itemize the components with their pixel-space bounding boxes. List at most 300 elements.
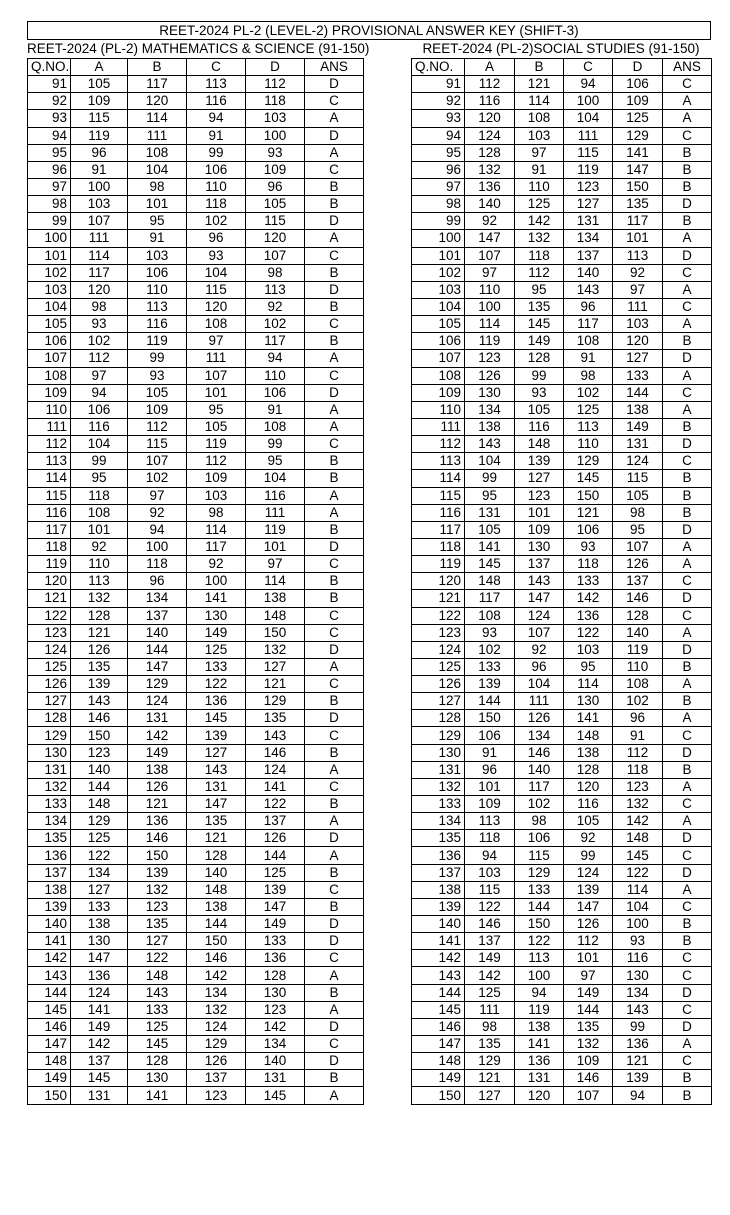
cell-qno: 150: [28, 1087, 71, 1104]
cell-qno: 135: [412, 830, 465, 847]
column-header-a: A: [465, 59, 515, 76]
table-row: [28, 144, 364, 161]
cell-b: 113: [128, 298, 187, 315]
cell-ans: D: [305, 213, 364, 230]
cell-d: 106: [613, 76, 663, 93]
cell-b: 117: [515, 778, 564, 795]
cell-qno: 98: [412, 196, 465, 213]
cell-c: 103: [564, 641, 613, 658]
cell-b: 138: [128, 761, 187, 778]
cell-b: 120: [128, 93, 187, 110]
cell-c: 97: [187, 333, 246, 350]
cell-ans: C: [305, 1036, 364, 1053]
cell-b: 117: [128, 76, 187, 93]
cell-a: 100: [71, 178, 128, 195]
cell-c: 114: [187, 521, 246, 538]
table-row: [28, 830, 364, 847]
cell-ans: A: [305, 487, 364, 504]
cell-qno: 130: [28, 744, 71, 761]
cell-d: 131: [613, 436, 663, 453]
column-header-qno: Q.NO.: [412, 59, 465, 76]
cell-a: 130: [465, 384, 515, 401]
cell-ans: C: [663, 796, 712, 813]
table-row: [412, 178, 712, 195]
cell-ans: B: [663, 333, 712, 350]
cell-d: 124: [246, 761, 305, 778]
table-row: [412, 607, 712, 624]
table-row: [28, 281, 364, 298]
cell-c: 115: [564, 144, 613, 161]
table-row: [412, 624, 712, 641]
cell-qno: 105: [28, 316, 71, 333]
cell-b: 141: [128, 1087, 187, 1104]
cell-a: 145: [465, 556, 515, 573]
cell-d: 117: [613, 213, 663, 230]
cell-a: 91: [465, 744, 515, 761]
cell-d: 124: [613, 453, 663, 470]
cell-b: 102: [128, 470, 187, 487]
cell-c: 118: [187, 196, 246, 213]
cell-b: 107: [128, 453, 187, 470]
cell-b: 142: [515, 213, 564, 230]
table-row: [28, 161, 364, 178]
cell-c: 134: [187, 984, 246, 1001]
cell-a: 110: [71, 556, 128, 573]
cell-a: 125: [465, 984, 515, 1001]
cell-qno: 121: [412, 590, 465, 607]
cell-a: 128: [71, 607, 128, 624]
cell-a: 116: [71, 418, 128, 435]
column-header-d: D: [613, 59, 663, 76]
table-row: [412, 573, 712, 590]
cell-ans: B: [663, 178, 712, 195]
cell-c: 135: [187, 813, 246, 830]
cell-b: 144: [515, 898, 564, 915]
cell-d: 140: [246, 1053, 305, 1070]
cell-ans: C: [663, 950, 712, 967]
table-row: [412, 847, 712, 864]
cell-c: 101: [187, 384, 246, 401]
table-row: [412, 881, 712, 898]
cell-qno: 109: [28, 384, 71, 401]
cell-qno: 132: [28, 778, 71, 795]
cell-a: 137: [465, 933, 515, 950]
table-row: [412, 950, 712, 967]
table-row: [412, 230, 712, 247]
cell-c: 111: [564, 127, 613, 144]
cell-ans: A: [663, 93, 712, 110]
cell-qno: 114: [412, 470, 465, 487]
cell-d: 104: [246, 470, 305, 487]
cell-b: 120: [515, 1087, 564, 1104]
cell-c: 106: [564, 521, 613, 538]
cell-d: 127: [246, 658, 305, 675]
cell-ans: A: [305, 144, 364, 161]
cell-b: 100: [515, 967, 564, 984]
cell-b: 126: [515, 710, 564, 727]
cell-a: 99: [71, 453, 128, 470]
cell-a: 119: [71, 127, 128, 144]
table-row: [28, 538, 364, 555]
cell-d: 96: [613, 710, 663, 727]
cell-b: 128: [515, 350, 564, 367]
cell-a: 133: [71, 898, 128, 915]
cell-d: 126: [246, 830, 305, 847]
table-row: [28, 110, 364, 127]
cell-d: 92: [613, 264, 663, 281]
cell-b: 130: [128, 1070, 187, 1087]
cell-d: 112: [613, 744, 663, 761]
cell-ans: A: [305, 401, 364, 418]
cell-c: 97: [564, 967, 613, 984]
table-row: [28, 744, 364, 761]
cell-ans: B: [305, 898, 364, 915]
cell-b: 133: [515, 881, 564, 898]
cell-qno: 145: [28, 1001, 71, 1018]
cell-c: 129: [187, 1036, 246, 1053]
cell-b: 101: [515, 504, 564, 521]
cell-b: 131: [515, 1070, 564, 1087]
cell-a: 102: [465, 641, 515, 658]
cell-qno: 99: [412, 213, 465, 230]
table-row: [28, 641, 364, 658]
table-row: [412, 401, 712, 418]
cell-b: 115: [515, 847, 564, 864]
cell-ans: A: [663, 813, 712, 830]
cell-ans: B: [305, 521, 364, 538]
table-row: [28, 778, 364, 795]
column-header-c: C: [187, 59, 246, 76]
table-row: [28, 1018, 364, 1035]
table-row: [412, 453, 712, 470]
table-row: [412, 521, 712, 538]
cell-c: 145: [564, 470, 613, 487]
cell-d: 147: [246, 898, 305, 915]
cell-d: 105: [246, 196, 305, 213]
cell-qno: 134: [412, 813, 465, 830]
cell-a: 99: [465, 470, 515, 487]
cell-ans: C: [305, 950, 364, 967]
table-row: [28, 1001, 364, 1018]
cell-ans: A: [663, 538, 712, 555]
table-row: [28, 590, 364, 607]
cell-qno: 148: [28, 1053, 71, 1070]
cell-qno: 93: [28, 110, 71, 127]
table-row: [412, 984, 712, 1001]
cell-b: 111: [128, 127, 187, 144]
cell-c: 132: [187, 1001, 246, 1018]
table-row: [28, 727, 364, 744]
cell-ans: C: [305, 607, 364, 624]
cell-qno: 110: [412, 401, 465, 418]
cell-a: 149: [465, 950, 515, 967]
cell-c: 134: [564, 230, 613, 247]
cell-a: 149: [71, 1018, 128, 1035]
table-row: [412, 367, 712, 384]
cell-d: 123: [613, 778, 663, 795]
cell-ans: D: [305, 933, 364, 950]
cell-ans: A: [305, 350, 364, 367]
table-row: [412, 916, 712, 933]
cell-c: 143: [564, 281, 613, 298]
cell-d: 150: [613, 178, 663, 195]
page-title: REET-2024 PL-2 (LEVEL-2) PROVISIONAL ANSWER KEY (SHIFT-3): [27, 21, 711, 40]
cell-a: 148: [71, 796, 128, 813]
table-row: [412, 333, 712, 350]
cell-d: 144: [246, 847, 305, 864]
table-row: [28, 847, 364, 864]
cell-qno: 97: [412, 178, 465, 195]
table-row: [28, 1036, 364, 1053]
cell-b: 99: [515, 367, 564, 384]
cell-d: 102: [246, 316, 305, 333]
cell-b: 110: [515, 178, 564, 195]
table-row: [28, 316, 364, 333]
cell-d: 98: [613, 504, 663, 521]
cell-c: 133: [187, 658, 246, 675]
cell-b: 138: [515, 1018, 564, 1035]
cell-b: 149: [515, 333, 564, 350]
cell-d: 137: [613, 573, 663, 590]
cell-qno: 100: [28, 230, 71, 247]
table-row: [412, 504, 712, 521]
cell-a: 125: [71, 830, 128, 847]
cell-d: 97: [246, 556, 305, 573]
cell-d: 147: [613, 161, 663, 178]
cell-a: 150: [71, 727, 128, 744]
cell-a: 144: [465, 693, 515, 710]
cell-c: 119: [564, 161, 613, 178]
cell-c: 123: [564, 178, 613, 195]
cell-a: 116: [465, 93, 515, 110]
cell-a: 102: [71, 333, 128, 350]
cell-a: 104: [71, 436, 128, 453]
table-row: [28, 1053, 364, 1070]
cell-qno: 120: [412, 573, 465, 590]
cell-c: 136: [564, 607, 613, 624]
cell-b: 121: [128, 796, 187, 813]
cell-a: 145: [71, 1070, 128, 1087]
cell-qno: 91: [412, 76, 465, 93]
cell-d: 100: [613, 916, 663, 933]
cell-b: 137: [128, 607, 187, 624]
cell-b: 108: [515, 110, 564, 127]
cell-ans: B: [663, 487, 712, 504]
cell-qno: 109: [412, 384, 465, 401]
cell-d: 128: [613, 607, 663, 624]
cell-ans: C: [305, 316, 364, 333]
cell-a: 100: [465, 298, 515, 315]
cell-qno: 141: [28, 933, 71, 950]
table-row: [412, 487, 712, 504]
cell-qno: 129: [28, 727, 71, 744]
cell-b: 124: [128, 693, 187, 710]
cell-a: 101: [465, 778, 515, 795]
table-row: [412, 710, 712, 727]
cell-a: 121: [465, 1070, 515, 1087]
cell-qno: 106: [412, 333, 465, 350]
cell-d: 108: [246, 418, 305, 435]
table-row: [28, 418, 364, 435]
table-row: [412, 298, 712, 315]
column-header-b: B: [128, 59, 187, 76]
cell-a: 126: [71, 641, 128, 658]
cell-a: 108: [71, 504, 128, 521]
cell-c: 107: [187, 367, 246, 384]
cell-a: 129: [465, 1053, 515, 1070]
cell-b: 122: [128, 950, 187, 967]
cell-b: 121: [515, 76, 564, 93]
cell-b: 112: [128, 418, 187, 435]
column-header-ans: ANS: [305, 59, 364, 76]
cell-b: 131: [128, 710, 187, 727]
cell-qno: 111: [412, 418, 465, 435]
table-row: [28, 401, 364, 418]
cell-d: 145: [613, 847, 663, 864]
table-row: [412, 436, 712, 453]
cell-a: 138: [71, 916, 128, 933]
table-row: [28, 1070, 364, 1087]
cell-qno: 144: [412, 984, 465, 1001]
cell-a: 130: [71, 933, 128, 950]
cell-ans: D: [663, 984, 712, 1001]
table-row: [412, 556, 712, 573]
cell-c: 148: [564, 727, 613, 744]
cell-d: 120: [613, 333, 663, 350]
cell-a: 123: [465, 350, 515, 367]
cell-ans: D: [663, 436, 712, 453]
table-row: [28, 230, 364, 247]
cell-d: 142: [613, 813, 663, 830]
cell-a: 136: [71, 967, 128, 984]
cell-ans: C: [663, 573, 712, 590]
cell-qno: 125: [28, 658, 71, 675]
cell-d: 145: [246, 1087, 305, 1104]
table-row: [28, 350, 364, 367]
cell-ans: C: [305, 556, 364, 573]
cell-c: 133: [564, 573, 613, 590]
cell-d: 143: [246, 727, 305, 744]
cell-ans: C: [663, 847, 712, 864]
cell-b: 119: [515, 1001, 564, 1018]
cell-b: 140: [128, 624, 187, 641]
cell-d: 99: [246, 436, 305, 453]
cell-ans: B: [663, 161, 712, 178]
cell-b: 100: [128, 538, 187, 555]
cell-c: 141: [564, 710, 613, 727]
cell-ans: B: [663, 144, 712, 161]
cell-a: 143: [465, 436, 515, 453]
cell-qno: 106: [28, 333, 71, 350]
cell-qno: 108: [28, 367, 71, 384]
cell-d: 115: [246, 213, 305, 230]
cell-d: 97: [613, 281, 663, 298]
cell-b: 132: [128, 881, 187, 898]
cell-c: 106: [187, 161, 246, 178]
table-row: [28, 247, 364, 264]
cell-a: 139: [71, 676, 128, 693]
cell-a: 150: [465, 710, 515, 727]
cell-ans: B: [305, 178, 364, 195]
cell-a: 98: [71, 298, 128, 315]
cell-a: 94: [71, 384, 128, 401]
cell-d: 107: [613, 538, 663, 555]
cell-ans: A: [663, 367, 712, 384]
cell-a: 142: [71, 1036, 128, 1053]
cell-a: 106: [465, 727, 515, 744]
table-row: [412, 1070, 712, 1087]
cell-qno: 107: [28, 350, 71, 367]
table-row: [412, 196, 712, 213]
table-header-row: [412, 59, 712, 76]
cell-b: 93: [128, 367, 187, 384]
cell-a: 139: [465, 676, 515, 693]
cell-d: 121: [246, 676, 305, 693]
cell-c: 146: [564, 1070, 613, 1087]
cell-a: 138: [465, 418, 515, 435]
cell-d: 127: [613, 350, 663, 367]
cell-c: 127: [564, 196, 613, 213]
cell-b: 111: [515, 693, 564, 710]
cell-b: 98: [128, 178, 187, 195]
cell-d: 121: [613, 1053, 663, 1070]
cell-c: 139: [564, 881, 613, 898]
table-row: [412, 76, 712, 93]
cell-c: 137: [564, 247, 613, 264]
cell-a: 123: [71, 744, 128, 761]
cell-ans: A: [663, 230, 712, 247]
cell-a: 114: [465, 316, 515, 333]
cell-qno: 140: [412, 916, 465, 933]
cell-b: 105: [128, 384, 187, 401]
cell-ans: C: [305, 367, 364, 384]
cell-b: 143: [128, 984, 187, 1001]
table-row: [412, 744, 712, 761]
cell-qno: 150: [412, 1087, 465, 1104]
cell-ans: C: [663, 453, 712, 470]
cell-b: 129: [515, 864, 564, 881]
cell-qno: 116: [28, 504, 71, 521]
table-row: [28, 950, 364, 967]
cell-qno: 135: [28, 830, 71, 847]
cell-ans: B: [663, 761, 712, 778]
column-header-c: C: [564, 59, 613, 76]
cell-d: 139: [613, 1070, 663, 1087]
cell-b: 93: [515, 384, 564, 401]
cell-a: 124: [465, 127, 515, 144]
table-row: [28, 127, 364, 144]
cell-d: 149: [613, 418, 663, 435]
cell-b: 147: [128, 658, 187, 675]
table-row: [412, 1018, 712, 1035]
table-row: [412, 1036, 712, 1053]
cell-c: 127: [187, 744, 246, 761]
cell-ans: B: [663, 1087, 712, 1104]
cell-b: 95: [515, 281, 564, 298]
cell-qno: 112: [28, 436, 71, 453]
cell-ans: C: [663, 1053, 712, 1070]
cell-c: 105: [564, 813, 613, 830]
cell-d: 146: [613, 590, 663, 607]
cell-b: 101: [128, 196, 187, 213]
cell-qno: 127: [412, 693, 465, 710]
cell-ans: C: [663, 607, 712, 624]
cell-d: 129: [613, 127, 663, 144]
table-row: [412, 418, 712, 435]
cell-b: 99: [128, 350, 187, 367]
table-row: [412, 658, 712, 675]
cell-d: 104: [613, 898, 663, 915]
